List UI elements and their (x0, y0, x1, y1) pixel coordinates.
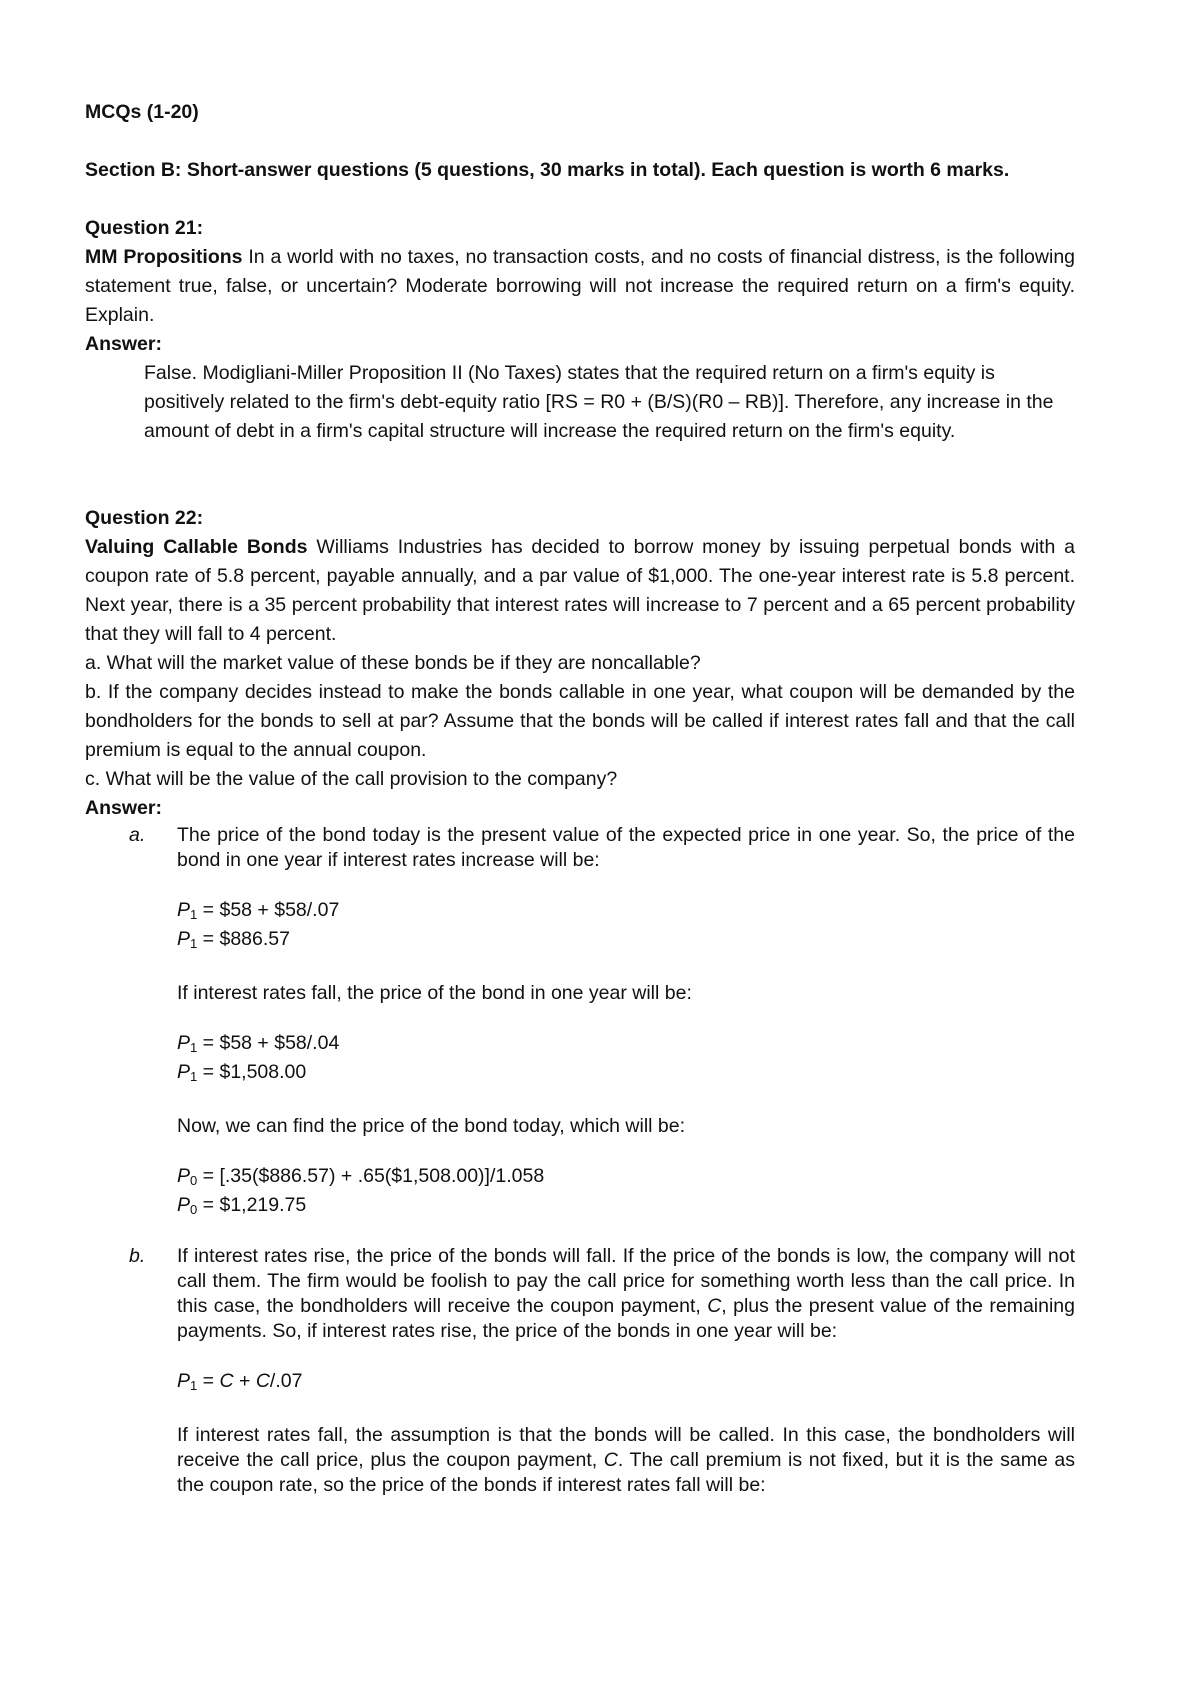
question-21-body: In a world with no taxes, no transaction costs, and no costs of financial distress, is the following statement true, false, or uncertain? Moderate borrowing will not increase the required return on a firm's equity. Explain. (85, 246, 1076, 326)
question-22-part-a: a. What will the market value of these bonds be if they are noncallable? (85, 652, 701, 674)
answer-a-intro: The price of the bond today is the present value of the expected price in one year. So, the price of the bond in one year if interest rates increase will be: (177, 824, 1075, 871)
answer-a-equation-4: $P_1$ = $1,508.00 (177, 1061, 307, 1084)
document-page (85, 98, 1075, 1498)
mcqs-heading: MCQs (1-20) (85, 101, 199, 123)
question-22-text (85, 533, 1075, 649)
question-22-answer-label: Answer: (85, 797, 162, 819)
question-22-topic: Valuing Callable Bonds (85, 536, 308, 558)
answer-b-equation-1: $P_1 = C + C/.07$ (177, 1370, 303, 1393)
answer-a-fall-text: If interest rates fall, the price of the bond in one year will be: (177, 982, 692, 1004)
question-22-part-b: b. If the company decides instead to make the bonds callable in one year, what coupon will be demanded by the bondholders for the bonds to sell at par? Assume that the bonds will be called if interest rates fall and that the call premium is equal to the annual coupon. (85, 681, 1075, 761)
question-22-answer (85, 823, 1075, 1498)
question-21-answer: False. Modigliani-Miller Proposition II (No Taxes) states that the required return on a firm's equity is positively related to the firm's debt-equity ratio [RS = R0 + (B/S)(R0 – RB)]. Therefore, any increase in the amount of debt in a firm's capital structure will increase the required return on the firm's equity. (144, 362, 1054, 442)
answer-a-equation-3: $P_1$ = $58 + $58/.04 (177, 1032, 340, 1055)
question-22-title: Question 22: (85, 507, 204, 529)
answer-part-b (85, 1244, 1075, 1498)
answer-a-equation-5: $P_0$ = [.35($886.57) + .65($1,508.00)]/1.058 (177, 1165, 545, 1188)
question-21-answer-label: Answer: (85, 333, 162, 355)
question-22-part-c: c. What will be the value of the call provision to the company? (85, 768, 618, 790)
answer-a-equation-6: $P_0$ = $1,219.75 (177, 1194, 307, 1217)
answer-part-b-letter: b. (129, 1245, 146, 1267)
question-21-title: Question 21: (85, 217, 204, 239)
answer-part-a-letter: a. (129, 824, 146, 846)
answer-part-a (85, 823, 1075, 1222)
answer-a-equation-1: $P_1$ = $58 + $58/.07 (177, 899, 340, 922)
question-21-topic: MM Propositions (85, 246, 243, 268)
question-21-text (85, 243, 1075, 330)
section-b-heading: Section B: Short-answer questions (5 questions, 30 marks in total). Each question is worth 6 marks. (85, 159, 1010, 181)
answer-b-intro: If interest rates rise, the price of the bonds will fall. If the price of the bonds is low, the company will not call them. The firm would be foolish to pay the call price for something worth less than the call price. In this case, the bondholders will receive the coupon payment, C, plus the present value of the remaining payments. So, if interest rates rise, the price of the bonds in one year will be: (177, 1245, 1075, 1342)
answer-a-equation-2: $P_1$ = $886.57 (177, 928, 290, 951)
question-22-body: Williams Industries has decided to borrow money by issuing perpetual bonds with a coupon rate of 5.8 percent, payable annually, and a par value of $1,000. The one-year interest rate is 5.8 percent. Next year, there is a 35 percent probability that interest rates will increase to 7 percent and a 65 percent probability that they will fall to 4 percent. (85, 536, 1075, 645)
answer-a-now-text: Now, we can find the price of the bond today, which will be: (177, 1115, 686, 1137)
answer-b-fall-text: If interest rates fall, the assumption is that the bonds will be called. In this case, the bondholders will receive the call price, plus the coupon payment, C. The call premium is not fixed, but it is the same as the coupon rate, so the price of the bonds if interest rates fall will be: (177, 1424, 1075, 1496)
